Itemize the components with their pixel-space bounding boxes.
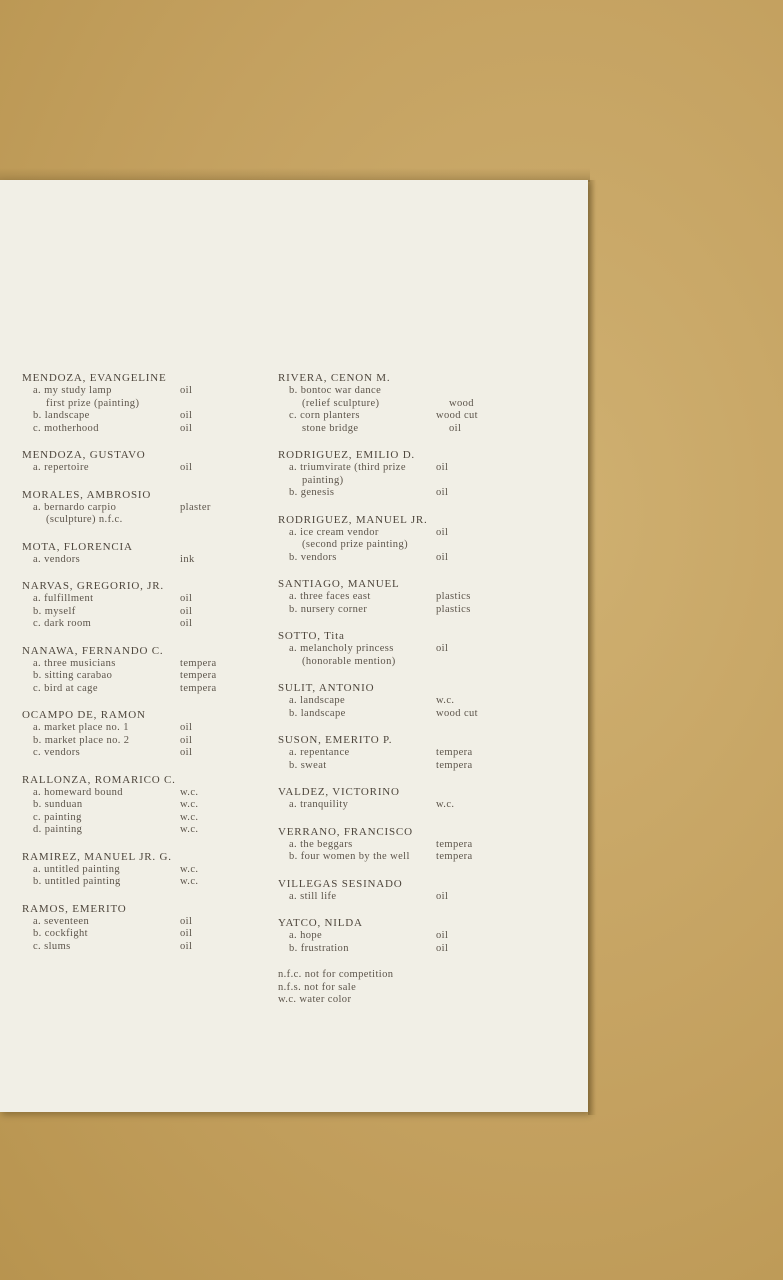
artist-name: RIVERA, CENON M. xyxy=(278,372,391,384)
artist-name: RODRIGUEZ, MANUEL JR. xyxy=(278,513,428,526)
artwork-row xyxy=(278,851,518,864)
artwork-medium: wood cut xyxy=(436,707,478,719)
artist-name: MORALES, AMBROSIO xyxy=(22,488,152,501)
artwork-title: b. sitting carabao xyxy=(33,670,113,681)
artwork-medium: plastics xyxy=(436,591,471,602)
artwork-medium: wood cut xyxy=(436,410,478,421)
artwork-medium: w.c. xyxy=(180,824,199,835)
artwork-title: a. the beggars xyxy=(289,838,353,850)
artwork-medium: oil xyxy=(180,940,193,952)
artist-entry xyxy=(22,851,252,889)
artwork-row xyxy=(22,864,252,877)
artwork-row xyxy=(22,747,252,760)
artwork-title: a. market place no. 1 xyxy=(33,722,129,733)
artist-name: RODRIGUEZ, EMILIO D. xyxy=(278,449,415,461)
artwork-title: c. painting xyxy=(33,811,82,823)
artwork-medium: oil xyxy=(180,734,193,746)
artwork-row xyxy=(22,398,252,411)
right-artist-column xyxy=(278,372,518,1007)
artist-name: MENDOZA, GUSTAVO xyxy=(22,449,146,461)
artwork-title: (second prize painting) xyxy=(302,539,408,550)
artist-entry xyxy=(22,449,252,475)
artwork-title: c. corn planters xyxy=(289,410,360,421)
artwork-title: b. sweat xyxy=(289,759,327,771)
artwork-title: b. four women by the well xyxy=(289,851,410,862)
artwork-row xyxy=(22,824,252,837)
artist-entry xyxy=(22,541,252,567)
artwork-row xyxy=(278,475,518,488)
artist-name: SANTIAGO, MANUEL xyxy=(278,578,400,590)
artwork-title: a. tranquility xyxy=(289,799,349,810)
artwork-title: a. melancholy princess xyxy=(289,643,394,654)
artwork-title: (honorable mention) xyxy=(302,655,396,667)
artwork-medium: oil xyxy=(180,722,193,733)
artwork-row xyxy=(278,398,518,411)
artwork-row xyxy=(22,618,252,631)
artwork-medium: oil xyxy=(180,618,193,629)
artwork-medium: oil xyxy=(449,422,462,434)
artwork-title: a. repertoire xyxy=(33,462,89,473)
artist-entry xyxy=(22,372,252,435)
artist-entry xyxy=(22,903,252,954)
artwork-medium: oil xyxy=(180,385,193,396)
artwork-title: d. painting xyxy=(33,824,83,835)
artwork-medium: tempera xyxy=(436,838,473,850)
legend-item: n.f.s. not for sale xyxy=(278,981,357,993)
legend-item: w.c. water color xyxy=(278,994,352,1005)
artwork-row xyxy=(278,799,518,812)
artist-entry xyxy=(278,734,518,772)
artwork-medium: w.c. xyxy=(436,799,455,810)
artwork-row xyxy=(22,876,252,889)
artwork-medium: oil xyxy=(180,593,193,604)
artwork-row xyxy=(22,502,252,515)
artwork-medium: oil xyxy=(180,915,193,927)
artwork-row xyxy=(278,591,518,604)
artwork-row xyxy=(278,410,518,423)
artwork-row xyxy=(22,658,252,671)
artwork-medium: oil xyxy=(436,526,449,538)
artwork-title: c. vendors xyxy=(33,747,81,758)
artist-name: OCAMPO DE, RAMON xyxy=(22,709,146,721)
artwork-row xyxy=(278,552,518,565)
artwork-title: a. fulfillment xyxy=(33,593,94,604)
artwork-row xyxy=(22,683,252,696)
artist-entry xyxy=(278,826,518,864)
artwork-row xyxy=(22,941,252,954)
artist-entry xyxy=(22,489,252,527)
artwork-title: a. vendors xyxy=(33,553,81,565)
artist-name: RAMOS, EMERITO xyxy=(22,902,127,915)
artwork-row xyxy=(278,695,518,708)
artist-name: RALLONZA, ROMARICO C. xyxy=(22,773,176,786)
artwork-row xyxy=(22,812,252,825)
artwork-row xyxy=(22,423,252,436)
artist-name: RAMIREZ, MANUEL JR. G. xyxy=(22,850,172,863)
artwork-medium: w.c. xyxy=(180,811,199,823)
artwork-title: first prize (painting) xyxy=(46,397,140,409)
artwork-title: stone bridge xyxy=(302,422,359,434)
artwork-title: (sculpture) n.f.c. xyxy=(46,514,123,525)
artwork-medium: tempera xyxy=(180,682,217,694)
artwork-medium: plaster xyxy=(180,501,211,513)
artwork-row xyxy=(278,747,518,760)
artwork-medium: w.c. xyxy=(180,876,199,887)
artist-name: SUSON, EMERITO P. xyxy=(278,734,393,746)
artwork-title: c. dark room xyxy=(33,618,92,629)
artwork-title: a. my study lamp xyxy=(33,385,112,396)
artwork-row xyxy=(22,514,252,527)
artist-entry xyxy=(22,774,252,837)
artwork-row xyxy=(278,527,518,540)
artist-entry xyxy=(278,917,518,955)
artwork-medium: oil xyxy=(180,747,193,758)
artwork-medium: tempera xyxy=(436,851,473,862)
artwork-row xyxy=(22,799,252,812)
artist-entry xyxy=(278,514,518,565)
artwork-title: b. nursery corner xyxy=(289,603,368,615)
artwork-row xyxy=(278,839,518,852)
artwork-medium: oil xyxy=(436,551,449,563)
artwork-medium: tempera xyxy=(180,670,217,681)
artist-name: MOTA, FLORENCIA xyxy=(22,540,133,553)
right-artist-entries xyxy=(278,372,518,955)
page-right-shadow xyxy=(588,180,596,1115)
artwork-medium: tempera xyxy=(436,747,473,758)
artwork-title: (relief sculpture) xyxy=(302,397,380,409)
artwork-medium: oil xyxy=(180,422,193,434)
catalog-page xyxy=(0,180,588,1112)
artwork-title: b. landscape xyxy=(33,410,90,421)
artwork-row xyxy=(278,760,518,773)
artwork-title: a. seventeen xyxy=(33,915,90,927)
artwork-row xyxy=(278,604,518,617)
artwork-title: painting) xyxy=(302,474,344,486)
artwork-title: b. frustration xyxy=(289,942,349,954)
artist-name: YATCO, NILDA xyxy=(278,917,363,929)
artwork-row xyxy=(22,670,252,683)
artist-entry xyxy=(278,372,518,435)
abbreviation-legend xyxy=(278,969,518,1007)
artwork-row xyxy=(278,462,518,475)
artwork-medium: oil xyxy=(436,890,449,902)
artwork-row xyxy=(278,487,518,500)
artwork-row xyxy=(278,385,518,398)
artist-entry xyxy=(22,709,252,760)
artist-entry xyxy=(278,630,518,668)
artist-entry xyxy=(278,682,518,720)
artwork-title: b. cockfight xyxy=(33,928,88,939)
artwork-row xyxy=(22,385,252,398)
artist-entry xyxy=(278,449,518,500)
artist-name: VILLEGAS SESINADO xyxy=(278,877,403,890)
artwork-medium: oil xyxy=(180,410,193,421)
artist-entry xyxy=(278,878,518,904)
artwork-title: a. triumvirate (third prize xyxy=(289,462,406,473)
artwork-row xyxy=(278,943,518,956)
artwork-title: b. vendors xyxy=(289,551,337,563)
artist-name: NARVAS, GREGORIO, JR. xyxy=(22,580,164,592)
artwork-row xyxy=(22,410,252,423)
artist-name: MENDOZA, EVANGELINE xyxy=(22,372,167,384)
artist-name: SOTTO, Tita xyxy=(278,630,345,642)
artwork-title: b. landscape xyxy=(289,707,346,719)
artist-name: VERRANO, FRANCISCO xyxy=(278,825,413,838)
legend-item: n.f.c. not for competition xyxy=(278,969,394,980)
artist-name: SULIT, ANTONIO xyxy=(278,682,375,694)
artist-name: VALDEZ, VICTORINO xyxy=(278,786,400,798)
artwork-title: a. untitled painting xyxy=(33,863,121,875)
artist-entry xyxy=(278,786,518,812)
artwork-row xyxy=(278,656,518,669)
artwork-title: b. untitled painting xyxy=(33,876,121,887)
artwork-row xyxy=(22,554,252,567)
artwork-medium: wood xyxy=(449,397,474,409)
artwork-title: a. three musicians xyxy=(33,657,116,669)
artwork-row xyxy=(278,539,518,552)
artwork-row xyxy=(22,462,252,475)
artwork-medium: oil xyxy=(436,930,449,941)
artwork-medium: oil xyxy=(180,462,193,473)
artwork-medium: ink xyxy=(180,553,195,565)
artwork-medium: w.c. xyxy=(180,863,199,875)
artwork-title: b. market place no. 2 xyxy=(33,734,130,746)
artwork-row xyxy=(278,708,518,721)
artwork-title: b. myself xyxy=(33,605,76,617)
artwork-title: b. sunduan xyxy=(33,799,83,810)
artwork-row xyxy=(22,593,252,606)
artwork-medium: oil xyxy=(436,462,449,473)
artist-entry xyxy=(22,580,252,631)
artwork-medium: oil xyxy=(436,942,449,954)
artwork-medium: w.c. xyxy=(180,799,199,810)
artwork-medium: oil xyxy=(436,487,449,498)
artwork-title: a. hope xyxy=(289,930,323,941)
artwork-title: a. three faces east xyxy=(289,591,371,602)
artwork-row xyxy=(22,735,252,748)
artwork-title: c. slums xyxy=(33,940,71,952)
artwork-medium: oil xyxy=(436,643,449,654)
artwork-title: a. bernardo carpio xyxy=(33,501,117,513)
artwork-title: b. genesis xyxy=(289,487,335,498)
artwork-row xyxy=(278,643,518,656)
artwork-medium: w.c. xyxy=(436,695,455,706)
left-artist-column xyxy=(22,372,252,967)
artwork-medium: w.c. xyxy=(180,786,199,798)
artwork-title: c. bird at cage xyxy=(33,682,98,694)
artwork-row xyxy=(22,916,252,929)
artwork-row xyxy=(278,423,518,436)
artwork-medium: oil xyxy=(180,928,193,939)
artwork-medium: tempera xyxy=(180,657,217,669)
artwork-title: a. homeward bound xyxy=(33,786,123,798)
artwork-row xyxy=(278,891,518,904)
artwork-medium: tempera xyxy=(436,759,473,771)
artwork-title: b. bontoc war dance xyxy=(289,385,382,396)
artwork-title: c. motherhood xyxy=(33,422,99,434)
artwork-medium: plastics xyxy=(436,603,471,615)
artwork-row xyxy=(22,722,252,735)
artwork-title: a. repentance xyxy=(289,747,350,758)
artist-entry xyxy=(22,645,252,696)
artwork-row xyxy=(22,606,252,619)
artwork-title: a. landscape xyxy=(289,695,346,706)
artwork-title: a. ice cream vendor xyxy=(289,526,379,538)
artist-entry xyxy=(278,578,518,616)
artwork-row xyxy=(22,928,252,941)
artwork-medium: oil xyxy=(180,605,193,617)
artwork-row xyxy=(22,787,252,800)
artist-name: NANAWA, FERNANDO C. xyxy=(22,644,164,657)
artwork-title: a. still life xyxy=(289,890,337,902)
artwork-row xyxy=(278,930,518,943)
